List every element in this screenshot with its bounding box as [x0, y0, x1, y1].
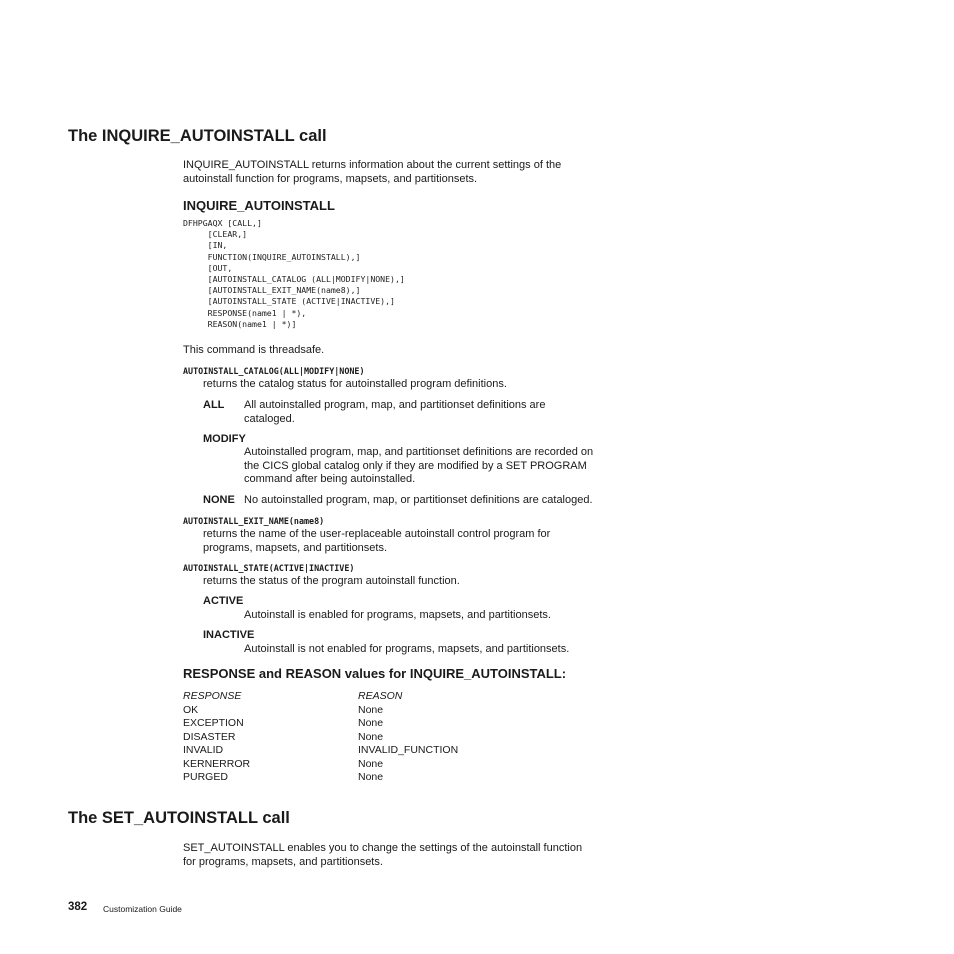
desc-line: programs, mapsets, and partitionsets.: [203, 541, 388, 554]
cell-response: DISASTER: [183, 730, 236, 743]
term-all-desc: [244, 399, 545, 426]
term-modify: MODIFY: [203, 433, 246, 445]
cell-reason: INVALID_FUNCTION: [358, 744, 459, 756]
cell-reason: None: [358, 717, 384, 729]
desc-line: the CICS global catalog only if they are modified by a SET PROGRAM: [244, 459, 587, 472]
page-number: 382: [68, 901, 88, 913]
syntax-line: [AUTOINSTALL_EXIT_NAME(name8),]: [183, 285, 361, 296]
intro-line: INQUIRE_AUTOINSTALL returns information about the current settings of the: [183, 159, 562, 171]
set-intro: [183, 842, 582, 869]
param-catalog-keyword: AUTOINSTALL_CATALOG(ALL|MODIFY|NONE): [183, 366, 365, 376]
param-catalog-desc: returns the catalog status for autoinstalled program definitions.: [203, 378, 507, 390]
table-row: [183, 758, 583, 772]
table-row: [183, 704, 583, 718]
cell-reason: None: [358, 757, 384, 770]
cell-response: EXCEPTION: [183, 717, 244, 729]
intro-line: SET_AUTOINSTALL enables you to change the settings of the autoinstall function: [183, 842, 583, 854]
syntax-line: [AUTOINSTALL_STATE (ACTIVE|INACTIVE),]: [183, 296, 395, 307]
table-header: [183, 690, 583, 704]
syntax-line: DFHPGAQX [CALL,]: [183, 218, 262, 228]
term-active: ACTIVE: [203, 595, 244, 607]
term-none: NONE: [203, 494, 235, 506]
param-exit-desc: [203, 528, 550, 555]
cell-response: OK: [183, 703, 199, 716]
term-active-desc: Autoinstall is enabled for programs, mapsets, and partitionsets.: [244, 609, 551, 621]
param-exit-keyword: AUTOINSTALL_EXIT_NAME(name8): [183, 516, 325, 526]
term-inactive: INACTIVE: [203, 629, 255, 641]
syntax-line: [AUTOINSTALL_CATALOG (ALL|MODIFY|NONE),]: [183, 274, 405, 285]
term-inactive-desc: Autoinstall is not enabled for programs, mapsets, and partitionsets.: [244, 643, 570, 655]
intro-line: autoinstall function for programs, mapsets, and partitionsets.: [183, 172, 478, 185]
desc-line: returns the name of the user-replaceable autoinstall control program for: [203, 528, 551, 540]
section-title-set: The SET_AUTOINSTALL call: [68, 809, 290, 827]
syntax-line: [OUT,: [183, 262, 233, 273]
syntax-line: [CLEAR,]: [183, 229, 248, 240]
table-row: [183, 771, 583, 785]
response-heading: RESPONSE and REASON values for INQUIRE_AUTOINSTALL:: [183, 666, 567, 681]
term-none-desc: No autoinstalled program, map, or partitionset definitions are cataloged.: [244, 494, 593, 506]
intro-line: for programs, mapsets, and partitionsets.: [183, 855, 383, 868]
cell-response: KERNERROR: [183, 757, 251, 770]
syntax-line: RESPONSE(name1 | *),: [183, 307, 307, 318]
cell-response: PURGED: [183, 771, 228, 783]
syntax-line: FUNCTION(INQUIRE_AUTOINSTALL),]: [183, 251, 361, 262]
param-state-keyword: AUTOINSTALL_STATE(ACTIVE|INACTIVE): [183, 563, 355, 573]
book-title: Customization Guide: [103, 904, 182, 914]
desc-line: Autoinstalled program, map, and partitionset definitions are recorded on: [244, 446, 594, 458]
response-table: [183, 690, 583, 785]
subheading-inquire: INQUIRE_AUTOINSTALL: [183, 198, 335, 213]
cell-reason: None: [358, 771, 384, 783]
threadsafe-note: This command is threadsafe.: [183, 344, 325, 356]
cell-reason: None: [358, 730, 384, 743]
table-row: [183, 744, 583, 758]
desc-line: cataloged.: [244, 412, 295, 425]
param-state-desc: returns the status of the program autoinstall function.: [203, 575, 460, 587]
term-all: ALL: [203, 399, 225, 411]
syntax-line: REASON(name1 | *)]: [183, 318, 297, 329]
header-response: RESPONSE: [183, 690, 242, 702]
syntax-block: [183, 218, 405, 330]
term-modify-desc: [244, 446, 593, 487]
inquire-intro: [183, 159, 561, 186]
cell-response: INVALID: [183, 744, 224, 756]
header-reason: REASON: [358, 690, 403, 702]
cell-reason: None: [358, 703, 384, 716]
table-row: [183, 731, 583, 745]
desc-line: command after being autoinstalled.: [244, 473, 416, 486]
syntax-line: [IN,: [183, 240, 228, 251]
desc-line: All autoinstalled program, map, and partitionset definitions are: [244, 399, 546, 411]
table-row: [183, 717, 583, 731]
section-title-inquire: The INQUIRE_AUTOINSTALL call: [68, 127, 327, 145]
